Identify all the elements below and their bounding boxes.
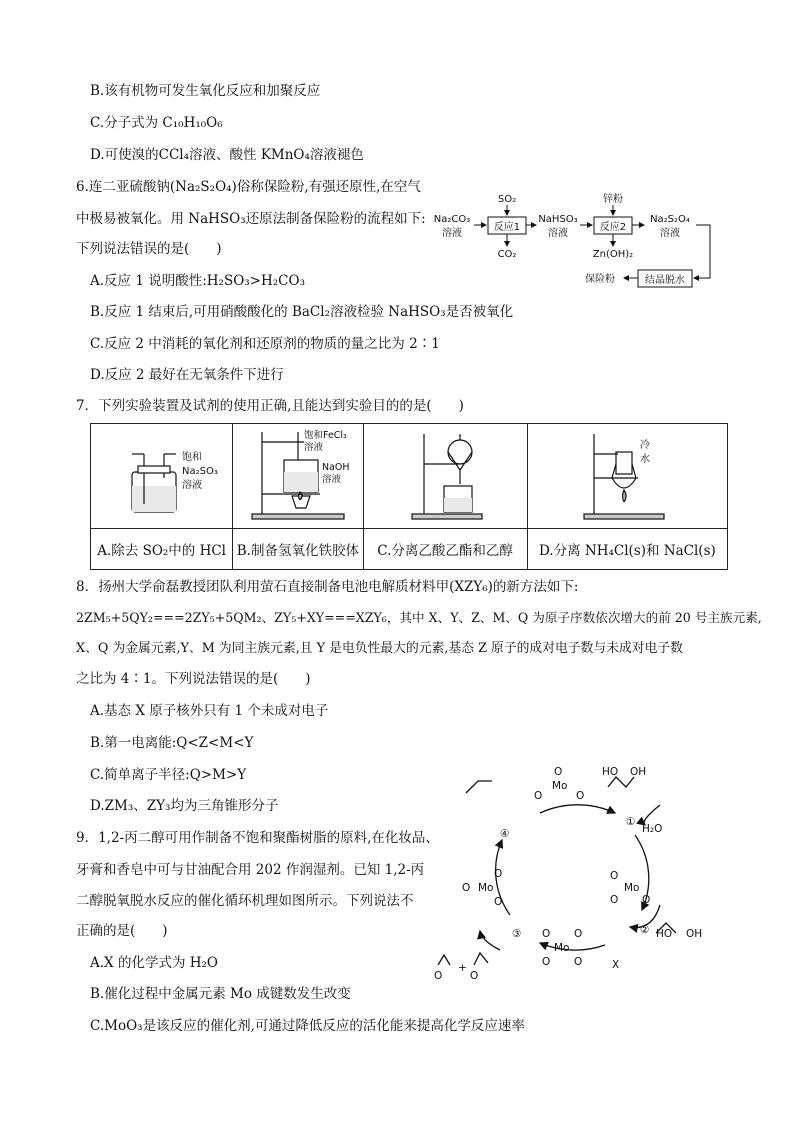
cycle-step2: ② [640, 924, 650, 936]
flow-so2: SO₂ [497, 194, 517, 205]
flow-na2s2o4: Na₂S₂O₄ [650, 214, 690, 225]
cycle-o-b1: O [542, 928, 551, 940]
q6-flow-diagram [432, 190, 732, 290]
cycle-o-right3: O [642, 894, 651, 906]
cycle-oh-right: OH [686, 928, 703, 940]
cycle-o-right: O [576, 790, 585, 802]
flow-na2s2o4-sol: 溶液 [660, 228, 680, 239]
cycle-o-b4: O [574, 956, 583, 968]
fig-d-label1: 冷 [640, 440, 651, 451]
flow-nahso3: NaHSO₃ [538, 214, 578, 225]
q5-option-d: D.可使溴的CCl₄溶液、酸性 KMnO₄溶液褪色 [90, 147, 364, 163]
fig-d-label2: 水 [640, 454, 651, 465]
cycle-o-acetaldehyde: O [470, 970, 479, 982]
flow-zinc: 锌粉 [603, 194, 623, 205]
q9-stem-line3: 二醇脱氧脱水反应的催化循环机理如图所示。下列说法不 [76, 893, 414, 909]
fig-a-label3: 溶液 [181, 480, 202, 491]
cycle-o-right1: O [610, 870, 619, 882]
cycle-oh-top: OH [630, 766, 647, 778]
fig-b-label2: 溶液 [303, 442, 323, 453]
separatory-funnel-figure [364, 424, 526, 524]
cycle-plus: + [458, 962, 467, 974]
q9-option-b: B.催化过程中金属元素 Mo 成键数发生改变 [90, 986, 351, 1002]
cycle-mo-bottom: Mo [554, 942, 570, 954]
q9-stem-line2: 牙膏和香皂中可与甘油配合用 202 作润湿剂。已知 1,2-丙 [76, 862, 425, 878]
q6-option-b: B.反应 1 结束后,可用硝酸酸化的 BaCl₂溶液检验 NaHSO₃是否被氧化 [90, 304, 514, 320]
cycle-o-top: O [554, 766, 563, 778]
q9-stem-line4: 正确的是( ) [76, 923, 168, 939]
cycle-o-b3: O [542, 956, 551, 968]
q8-stem-line3: X、Q 为金属元素,Y、M 为同主族元素,且 Y 是电负性最大的元素,基态 Z 原子的成对电子数与未成对电子数 [76, 641, 683, 656]
flow-na2co3-sol: 溶液 [442, 228, 462, 239]
q7-caption-a: A.除去 SO₂中的 HCl [91, 529, 233, 570]
cycle-o-b2: O [574, 928, 583, 940]
q6-stem-line1: 6.连二亚硫酸钠(Na₂S₂O₄)俗称保险粉,有强还原性,在空气 [76, 179, 421, 195]
q7-figure-c [363, 424, 527, 529]
q8-option-d: D.ZM₃、ZY₃均为三角锥形分子 [90, 798, 279, 814]
q8-stem-line4: 之比为 4∶1。下列说法错误的是( ) [76, 671, 311, 687]
q9-stem-line1: 9．1,2-丙二醇可用作制备不饱和聚酯树脂的原料,在化妆品、 [76, 830, 439, 846]
flow-co2: CO₂ [497, 249, 517, 260]
cycle-ho-top: HO [602, 766, 619, 778]
q5-option-b: B.该有机物可发生氧化反应和加聚反应 [90, 83, 321, 99]
flow-product: 保险粉 [585, 274, 615, 285]
fig-a-label2: Na₂SO₃ [181, 466, 218, 477]
q8-stem-line1: 8．扬州大学俞磊教授团队利用萤石直接制备电池电解质材料甲(XZY₆)的新方法如下: [76, 579, 579, 595]
cycle-step3: ③ [512, 928, 522, 940]
fig-b-label4: 溶液 [321, 474, 341, 485]
q9-catalytic-cycle-diagram [430, 765, 730, 990]
q5-option-c: C.分子式为 C₁₀H₁₀O₆ [90, 115, 223, 131]
cycle-mo-left: Mo [478, 882, 494, 894]
flow-na2co3: Na₂CO₃ [433, 214, 471, 225]
q7-figure-d [527, 424, 727, 529]
q7-caption-d: D.分离 NH₄Cl(s)和 NaCl(s) [527, 529, 727, 570]
flow-reaction2: 反应2 [599, 222, 627, 233]
q7-caption-b: B.制备氢氧化铁胶体 [233, 529, 363, 570]
cycle-o-left1: O [462, 882, 471, 894]
flow-znoh2: Zn(OH)₂ [592, 249, 634, 260]
q6-option-a: A.反应 1 说明酸性:H₂SO₃>H₂CO₃ [90, 273, 305, 289]
q7-figure-b [233, 424, 363, 529]
fig-b-label3: NaOH [321, 462, 350, 473]
q8-option-b: B.第一电离能:Q<Z<M<Y [90, 735, 254, 751]
gas-washing-bottle-figure [92, 424, 232, 524]
sublimation-figure [528, 424, 726, 524]
q7-stem: 7．下列实验装置及试剂的使用正确,且能达到实验目的的是( ) [76, 398, 464, 414]
cycle-o-left3: O [494, 896, 503, 908]
cycle-h2o: H₂O [642, 823, 663, 835]
q9-option-a: A.X 的化学式为 H₂O [90, 955, 218, 971]
q6-stem-line2: 中极易被氧化。用 NaHSO₃还原法制备保险粉的流程如下: [76, 211, 426, 227]
cycle-o-left: O [534, 790, 543, 802]
cycle-x: X [612, 959, 620, 971]
fig-b-label1: 饱和FeCl₃ [303, 430, 347, 441]
q8-option-a: A.基态 X 原子核外只有 1 个未成对电子 [90, 703, 329, 719]
cycle-step1: ① [626, 816, 636, 828]
q7-figure-a [91, 424, 233, 529]
flow-crystallize: 结晶脱水 [645, 275, 685, 286]
flow-nahso3-sol: 溶液 [548, 228, 568, 239]
cycle-ho-right: HO [656, 928, 673, 940]
q7-apparatus-table [90, 423, 728, 570]
q8-stem-line2: 2ZM₅+5QY₂===2ZY₅+5QM₂、ZY₅+XY===XZY₆，其中 X、Y、Z、M、Q 为原子序数依次增大的前 20 号主族元素, [76, 610, 762, 625]
cycle-o-right2: O [610, 894, 619, 906]
cycle-mo-right: Mo [624, 882, 640, 894]
q6-option-c: C.反应 2 中消耗的氧化剂和还原剂的物质的量之比为 2∶1 [90, 336, 440, 352]
q6-option-d: D.反应 2 最好在无氧条件下进行 [90, 367, 284, 383]
q9-option-c: C.MoO₃是该反应的催化剂,可通过降低反应的活化能来提高化学反应速率 [90, 1018, 525, 1034]
cycle-step4: ④ [500, 828, 510, 840]
colloid-prep-figure [234, 424, 362, 524]
cycle-o-formaldehyde: O [434, 970, 443, 982]
flow-reaction1: 反应1 [493, 222, 521, 233]
cycle-o-left2: O [494, 868, 503, 880]
q6-stem-line3: 下列说法错误的是( ) [76, 241, 222, 257]
q7-caption-c: C.分离乙酸乙酯和乙醇 [363, 529, 527, 570]
cycle-mo-top: Mo [552, 780, 568, 792]
fig-a-label1: 饱和 [181, 452, 202, 463]
q8-option-c: C.简单离子半径:Q>M>Y [90, 767, 247, 783]
